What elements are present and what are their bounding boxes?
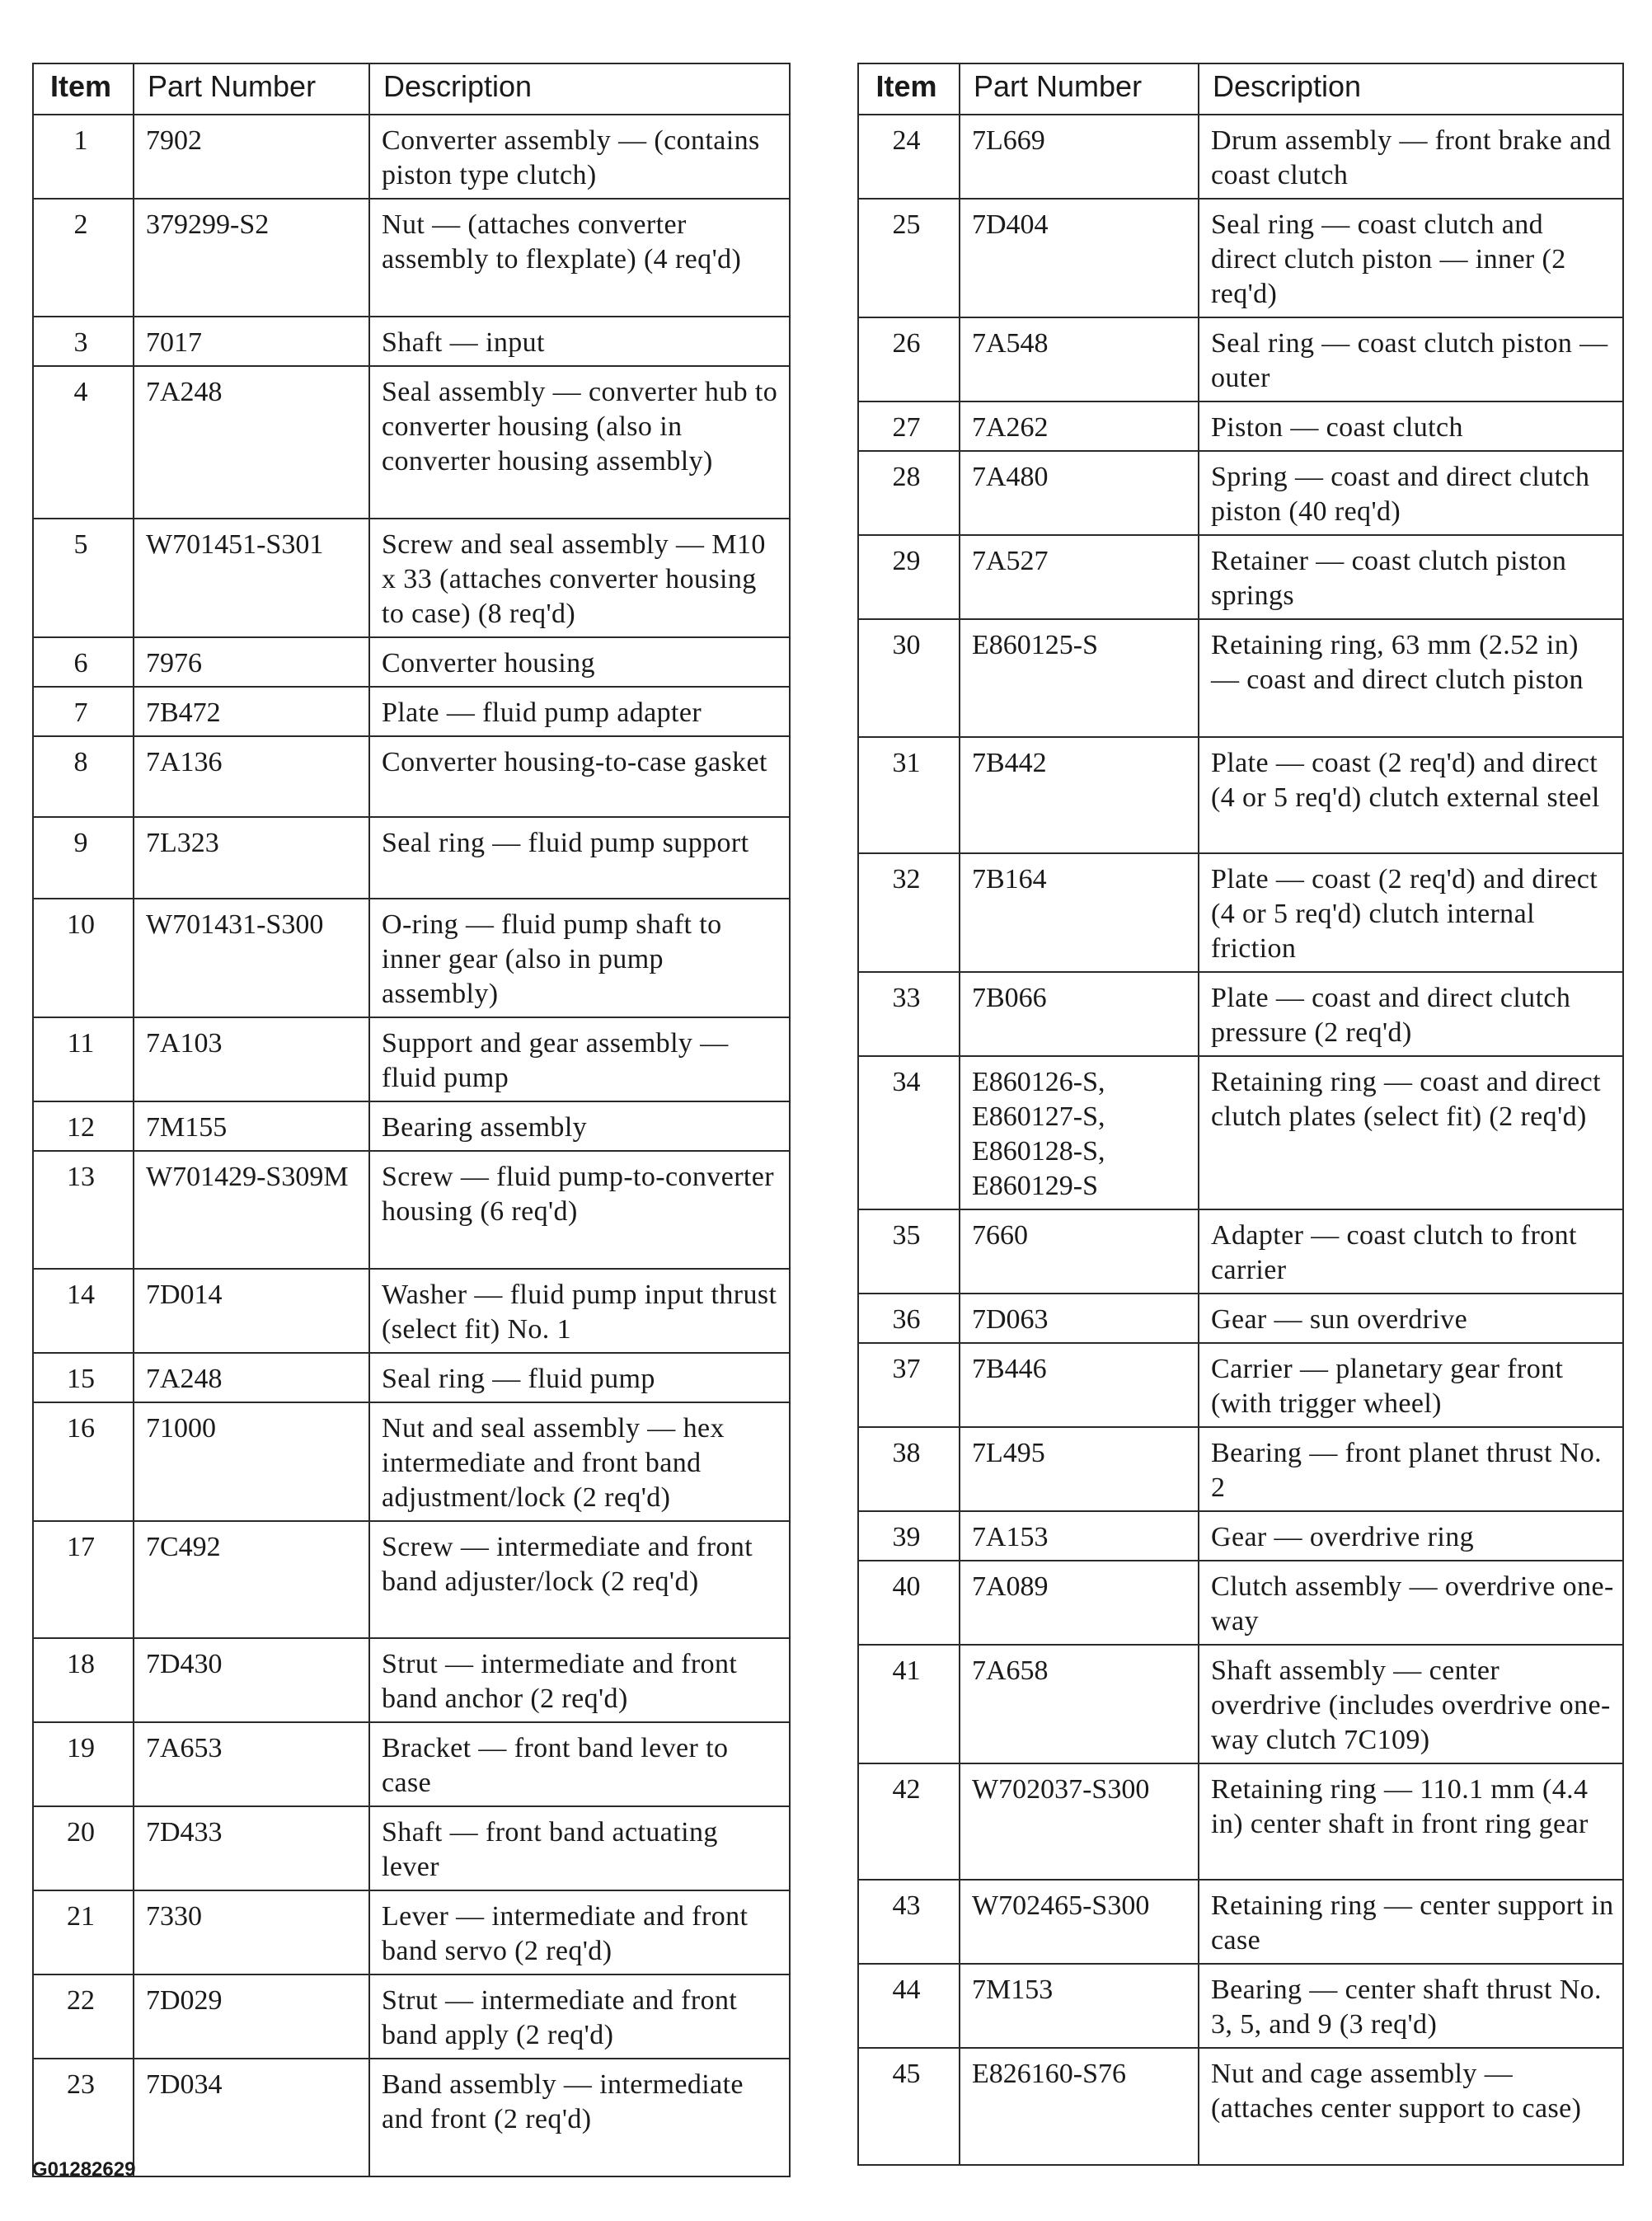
part-number: 7D433 [134, 1806, 369, 1890]
part-description: Screw — intermediate and front band adjuster/lock (2 req'd) [369, 1521, 790, 1638]
part-number: 7330 [134, 1890, 369, 1974]
part-description: Bearing — front planet thrust No. 2 [1199, 1427, 1623, 1511]
table-header-row [33, 63, 790, 115]
header-description: Description [1199, 63, 1623, 115]
part-number: 7D014 [134, 1269, 369, 1353]
part-number: W702465-S300 [960, 1880, 1199, 1964]
part-number: 7B446 [960, 1343, 1199, 1427]
table-row [33, 1806, 790, 1890]
part-description: Retaining ring — coast and direct clutch plates (select fit) (2 req'd) [1199, 1056, 1623, 1209]
item-number: 39 [858, 1511, 960, 1561]
part-description: Lever — intermediate and front band servo (2 req'd) [369, 1890, 790, 1974]
part-description: Washer — fluid pump input thrust (select fit) No. 1 [369, 1269, 790, 1353]
part-number: 7M155 [134, 1101, 369, 1151]
table-row [33, 637, 790, 687]
table-row [33, 1402, 790, 1521]
table-row [858, 1343, 1623, 1427]
item-number: 17 [33, 1521, 134, 1638]
table-row [858, 1427, 1623, 1511]
part-description: Gear — overdrive ring [1199, 1511, 1623, 1561]
part-number: 7D034 [134, 2059, 369, 2176]
table-row [33, 1638, 790, 1722]
item-number: 33 [858, 972, 960, 1056]
table-row [858, 1294, 1623, 1343]
item-number: 18 [33, 1638, 134, 1722]
part-number: 7D430 [134, 1638, 369, 1722]
part-number: 7A248 [134, 1353, 369, 1402]
item-number: 5 [33, 519, 134, 637]
part-number: W701451-S301 [134, 519, 369, 637]
part-description: Retaining ring — 110.1 mm (4.4 in) center shaft in front ring gear [1199, 1763, 1623, 1880]
part-description: Drum assembly — front brake and coast clutch [1199, 115, 1623, 199]
table-row [33, 687, 790, 736]
item-number: 22 [33, 1974, 134, 2059]
part-description: Retainer — coast clutch piston springs [1199, 535, 1623, 619]
parts-table-right [857, 63, 1624, 2166]
item-number: 23 [33, 2059, 134, 2176]
item-number: 3 [33, 317, 134, 366]
part-description: Plate — fluid pump adapter [369, 687, 790, 736]
part-number: E860125-S [960, 619, 1199, 737]
item-number: 42 [858, 1763, 960, 1880]
item-number: 1 [33, 115, 134, 199]
part-description: Carrier — planetary gear front (with trigger wheel) [1199, 1343, 1623, 1427]
part-number: 7A653 [134, 1722, 369, 1806]
table-row [33, 199, 790, 317]
part-description: Seal ring — fluid pump support [369, 817, 790, 899]
table-row [858, 737, 1623, 853]
part-number: 7A658 [960, 1645, 1199, 1763]
table-row [33, 1017, 790, 1101]
item-number: 4 [33, 366, 134, 519]
part-description: Shaft — front band actuating lever [369, 1806, 790, 1890]
part-description: Plate — coast and direct clutch pressure (2 req'd) [1199, 972, 1623, 1056]
part-number: 7A248 [134, 366, 369, 519]
part-description: Piston — coast clutch [1199, 401, 1623, 451]
part-description: Retaining ring, 63 mm (2.52 in) — coast and direct clutch piston [1199, 619, 1623, 737]
item-number: 26 [858, 317, 960, 401]
part-number: 7L323 [134, 817, 369, 899]
part-description: Nut — (attaches converter assembly to flexplate) (4 req'd) [369, 199, 790, 317]
part-description: Seal ring — coast clutch piston — outer [1199, 317, 1623, 401]
part-number: W701431-S300 [134, 899, 369, 1017]
table-row [858, 972, 1623, 1056]
table-row [33, 736, 790, 817]
item-number: 2 [33, 199, 134, 317]
part-number: 7L495 [960, 1427, 1199, 1511]
part-number: 7B472 [134, 687, 369, 736]
table-row [858, 619, 1623, 737]
part-description: Strut — intermediate and front band anchor (2 req'd) [369, 1638, 790, 1722]
table-row [858, 535, 1623, 619]
part-number: 7A527 [960, 535, 1199, 619]
item-number: 6 [33, 637, 134, 687]
header-item: Item [858, 63, 960, 115]
part-number: 7A262 [960, 401, 1199, 451]
item-number: 30 [858, 619, 960, 737]
table-row [33, 1269, 790, 1353]
item-number: 28 [858, 451, 960, 535]
part-number: 7A136 [134, 736, 369, 817]
table-row [858, 2048, 1623, 2165]
part-number: 7976 [134, 637, 369, 687]
table-row [858, 1645, 1623, 1763]
table-row [33, 317, 790, 366]
part-description: Screw and seal assembly — M10 x 33 (attaches converter housing to case) (8 req'd) [369, 519, 790, 637]
figure-id: G01282629 [32, 2158, 136, 2181]
item-number: 13 [33, 1151, 134, 1269]
part-number: 7M153 [960, 1964, 1199, 2048]
table-row [858, 1763, 1623, 1880]
part-description: Spring — coast and direct clutch piston (40 req'd) [1199, 451, 1623, 535]
table-row [858, 853, 1623, 972]
item-number: 9 [33, 817, 134, 899]
part-number: 7A153 [960, 1511, 1199, 1561]
part-description: Plate — coast (2 req'd) and direct (4 or 5 req'd) clutch internal friction [1199, 853, 1623, 972]
part-number: 7A103 [134, 1017, 369, 1101]
part-description: Screw — fluid pump-to-converter housing (6 req'd) [369, 1151, 790, 1269]
table-row [33, 519, 790, 637]
part-description: Plate — coast (2 req'd) and direct (4 or 5 req'd) clutch external steel [1199, 737, 1623, 853]
item-number: 29 [858, 535, 960, 619]
item-number: 12 [33, 1101, 134, 1151]
part-number: 7017 [134, 317, 369, 366]
item-number: 20 [33, 1806, 134, 1890]
table-row [858, 451, 1623, 535]
table-row [858, 199, 1623, 317]
item-number: 19 [33, 1722, 134, 1806]
part-description: Nut and cage assembly — (attaches center support to case) [1199, 2048, 1623, 2165]
table-row [33, 899, 790, 1017]
header-description: Description [369, 63, 790, 115]
table-row [33, 115, 790, 199]
part-description: Gear — sun overdrive [1199, 1294, 1623, 1343]
part-number: 379299-S2 [134, 199, 369, 317]
item-number: 44 [858, 1964, 960, 2048]
part-number: 7A480 [960, 451, 1199, 535]
part-number: 7D063 [960, 1294, 1199, 1343]
item-number: 36 [858, 1294, 960, 1343]
part-description: Converter assembly — (contains piston type clutch) [369, 115, 790, 199]
header-item: Item [33, 63, 134, 115]
table-row [33, 1353, 790, 1402]
table-row [858, 1209, 1623, 1294]
table-row [33, 1521, 790, 1638]
item-number: 10 [33, 899, 134, 1017]
part-number: E826160-S76 [960, 2048, 1199, 2165]
item-number: 40 [858, 1561, 960, 1645]
item-number: 34 [858, 1056, 960, 1209]
item-number: 27 [858, 401, 960, 451]
table-row [858, 1880, 1623, 1964]
table-row [858, 115, 1623, 199]
part-number: 7A548 [960, 317, 1199, 401]
table-row [33, 2059, 790, 2176]
part-description: Bracket — front band lever to case [369, 1722, 790, 1806]
part-description: Seal ring — coast clutch and direct clutch piston — inner (2 req'd) [1199, 199, 1623, 317]
part-description: Clutch assembly — overdrive one-way [1199, 1561, 1623, 1645]
table-row [33, 817, 790, 899]
table-row [858, 1511, 1623, 1561]
table-row [33, 1890, 790, 1974]
item-number: 43 [858, 1880, 960, 1964]
part-number: 71000 [134, 1402, 369, 1521]
item-number: 41 [858, 1645, 960, 1763]
item-number: 45 [858, 2048, 960, 2165]
part-number: 7A089 [960, 1561, 1199, 1645]
part-description: Converter housing-to-case gasket [369, 736, 790, 817]
part-number: E860126-S, E860127-S, E860128-S, E860129-S [960, 1056, 1199, 1209]
header-part-number: Part Number [134, 63, 369, 115]
part-number: 7902 [134, 115, 369, 199]
part-description: Support and gear assembly — fluid pump [369, 1017, 790, 1101]
part-number: 7B442 [960, 737, 1199, 853]
table-row [858, 401, 1623, 451]
part-description: Seal assembly — converter hub to converter housing (also in converter housing assembly) [369, 366, 790, 519]
table-row [33, 1722, 790, 1806]
table-row [33, 1974, 790, 2059]
table-header-row [858, 63, 1623, 115]
item-number: 38 [858, 1427, 960, 1511]
part-number: 7C492 [134, 1521, 369, 1638]
part-number: 7B164 [960, 853, 1199, 972]
item-number: 16 [33, 1402, 134, 1521]
table-row [33, 1151, 790, 1269]
item-number: 21 [33, 1890, 134, 1974]
part-description: Band assembly — intermediate and front (2 req'd) [369, 2059, 790, 2176]
part-number: 7660 [960, 1209, 1199, 1294]
header-part-number: Part Number [960, 63, 1199, 115]
table-row [33, 366, 790, 519]
part-description: Bearing — center shaft thrust No. 3, 5, and 9 (3 req'd) [1199, 1964, 1623, 2048]
part-description: O-ring — fluid pump shaft to inner gear (also in pump assembly) [369, 899, 790, 1017]
part-number: 7D029 [134, 1974, 369, 2059]
part-description: Nut and seal assembly — hex intermediate and front band adjustment/lock (2 req'd) [369, 1402, 790, 1521]
part-description: Shaft — input [369, 317, 790, 366]
table-row [858, 1964, 1623, 2048]
part-number: 7B066 [960, 972, 1199, 1056]
part-number: 7L669 [960, 115, 1199, 199]
part-description: Shaft assembly — center overdrive (includes overdrive one-way clutch 7C109) [1199, 1645, 1623, 1763]
part-description: Retaining ring — center support in case [1199, 1880, 1623, 1964]
part-number: W701429-S309M [134, 1151, 369, 1269]
item-number: 14 [33, 1269, 134, 1353]
item-number: 32 [858, 853, 960, 972]
item-number: 8 [33, 736, 134, 817]
item-number: 37 [858, 1343, 960, 1427]
item-number: 15 [33, 1353, 134, 1402]
item-number: 31 [858, 737, 960, 853]
item-number: 7 [33, 687, 134, 736]
part-description: Strut — intermediate and front band apply (2 req'd) [369, 1974, 790, 2059]
table-row [858, 1561, 1623, 1645]
table-row [858, 1056, 1623, 1209]
part-number: W702037-S300 [960, 1763, 1199, 1880]
part-description: Converter housing [369, 637, 790, 687]
part-description: Adapter — coast clutch to front carrier [1199, 1209, 1623, 1294]
part-description: Bearing assembly [369, 1101, 790, 1151]
parts-table-left [32, 63, 791, 2177]
item-number: 24 [858, 115, 960, 199]
part-number: 7D404 [960, 199, 1199, 317]
item-number: 35 [858, 1209, 960, 1294]
table-row [33, 1101, 790, 1151]
part-description: Seal ring — fluid pump [369, 1353, 790, 1402]
item-number: 25 [858, 199, 960, 317]
item-number: 11 [33, 1017, 134, 1101]
table-row [858, 317, 1623, 401]
